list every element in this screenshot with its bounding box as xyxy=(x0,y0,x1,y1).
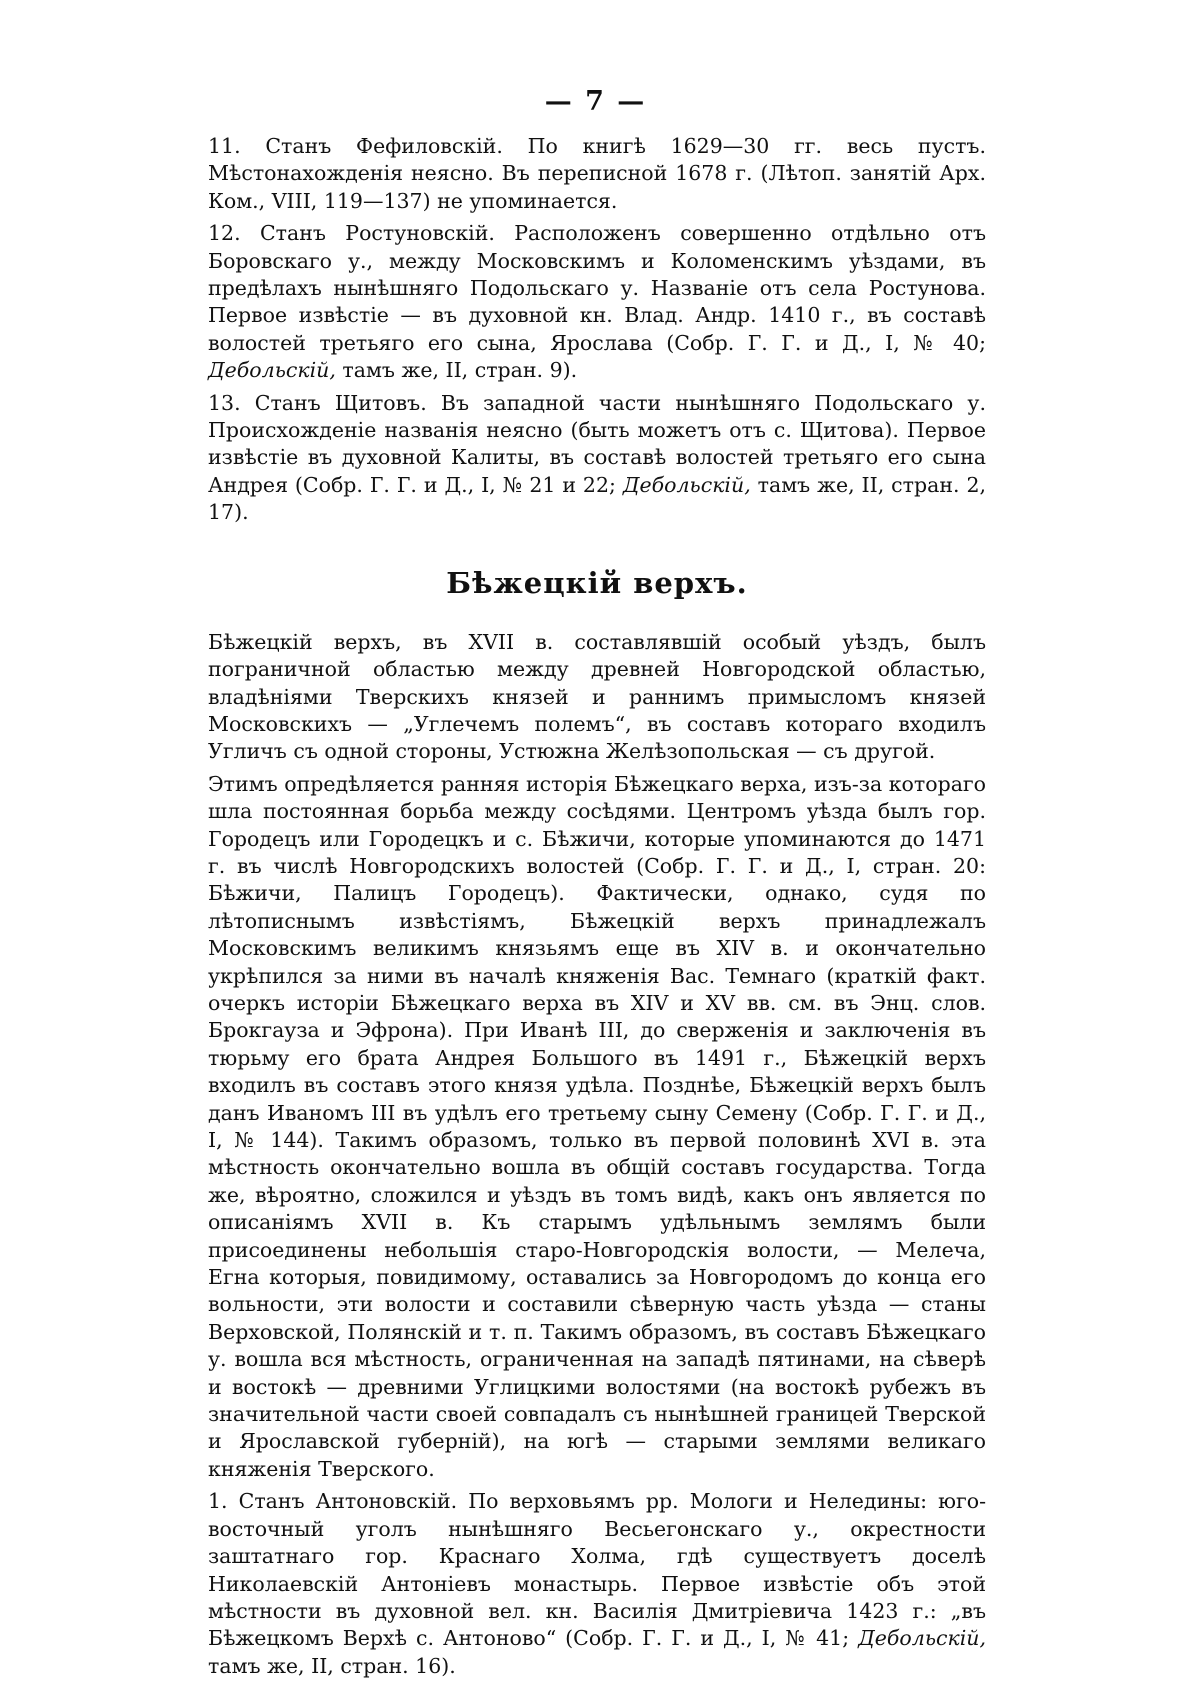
text-segment: 13. Станъ Щитовъ. Въ западной части нынѣшняго Подольскаго у. Происхожденіе названія неясно (быть можетъ отъ с. Щитова). Первое извѣстіе въ духовной Калиты, въ составѣ волостей третьяго его сына Андрея (Собр. Г. Г. и Д., I, № 21 и 22; xyxy=(208,390,986,497)
entries-top xyxy=(208,133,986,527)
paragraph-3 xyxy=(208,1488,986,1680)
text-column xyxy=(208,133,986,1685)
text-segment: тамъ же, II, стран. 16). xyxy=(208,1653,456,1678)
page-number: — 7 — xyxy=(544,86,647,117)
author-citation: Дебольскій, xyxy=(622,472,751,497)
text-segment: Этимъ опредѣляется ранняя исторія Бѣжецкаго верха, изъ-за котораго шла постоянная борьба между сосѣдями. Центромъ уѣзда былъ гор. Городецъ или Городецкъ и с. Бѣжичи, которые упоминаются до 1471 г. въ числѣ Новгородскихъ волостей (Собр. Г. Г. и Д., I, стран. 20: Бѣжичи, Палицъ Городецъ). Фактически, однако, судя по лѣтописнымъ извѣстіямъ, Бѣжецкій верхъ принадлежалъ Московскимъ великимъ князьямъ еще въ XIV в. и окончательно укрѣпился за ними въ началѣ княженія Вас. Темнаго (краткій факт. очеркъ исторіи Бѣжецкаго верха въ XIV и XV вв. см. въ Энц. слов. Брокгауза и Эфрона). При Иванѣ III, до сверженія и заключенія въ тюрьму его брата Андрея Большого въ 1491 г., Бѣжецкій верхъ входилъ въ составъ этого князя удѣла. Позднѣе, Бѣжецкій верхъ былъ данъ Иваномъ III въ удѣлъ его третьему сыну Семену (Собр. Г. Г. и Д., I, № 144). Такимъ образомъ, только въ первой половинѣ XVI в. эта мѣстность окончательно вошла въ общій составъ государства. Тогда же, вѣроятно, сложился и уѣздъ въ томъ видѣ, какъ онъ является по описаніямъ XVII в. Къ старымъ удѣльнымъ землямъ были присоединены небольшія старо-Новгородскія волости, — Мелеча, Егна которыя, повидимому, оставались за Новгородомъ до конца его вольности, эти волости и составили сѣверную часть уѣзда — станы Верховской, Полянскій и т. п. Такимъ образомъ, въ составъ Бѣжецкаго у. вошла вся мѣстность, ограниченная на западѣ пятинами, на сѣверѣ и востокѣ — древними Углицкими волостями (на востокѣ рубежъ въ значительной части своей совпадалъ съ нынѣшней границей Тверской и Ярославской губерній), на югѣ — старыми землями великаго княженія Тверского. xyxy=(208,771,986,1481)
author-citation: Дебольскій, xyxy=(858,1626,986,1651)
text-segment: тамъ же, II, стран. 2, 17). xyxy=(208,472,986,525)
entry-3 xyxy=(208,390,986,527)
entry-1 xyxy=(208,133,986,215)
text-segment: 12. Станъ Ростуновскій. Расположенъ совершенно отдѣльно отъ Боровскаго у., между Московскимъ и Коломенскимъ уѣздами, въ предѣлахъ нынѣшняго Подольскаго у. Названіе отъ села Ростунова. Первое извѣстіе — въ духовной кн. Влад. Андр. 1410 г., въ составѣ волостей третьяго его сына, Ярослава (Собр. Г. Г. и Д., I, № 40; xyxy=(208,221,986,355)
text-segment: Бѣжецкій верхъ, въ XVII в. составлявшій особый уѣздъ, былъ пограничной областью между древней Новгородской областью, владѣніями Тверскихъ князей и раннимъ примысломъ князей Московскихъ — „Углечемъ полемъ“, въ составъ котораго входилъ Угличъ съ одной стороны, Устюжна Желѣзопольская — съ другой. xyxy=(208,629,986,764)
section-body xyxy=(208,629,986,1680)
paragraph-1 xyxy=(208,629,986,766)
entry-2 xyxy=(208,220,986,384)
text-segment: 1. Станъ Антоновскій. По верховьямъ рр. Мологи и Неледины: юго-восточный уголъ нынѣшняго Весьегонскаго у., окрестности заштатнаго гор. Краснаго Холма, гдѣ существуетъ доселѣ Николаевскій Антоніевъ монастырь. Первое извѣстіе объ этой мѣстности въ духовной вел. кн. Василія Дмитріевича 1423 г.: „въ Бѣжецкомъ Верхѣ с. Антоново“ (Собр. Г. Г. и Д., I, № 41; xyxy=(208,1489,986,1651)
section-heading: Бѣжецкій верхъ. xyxy=(446,565,748,600)
text-segment: 11. Станъ Фефиловскій. По книгѣ 1629—30 гг. весь пустъ. Мѣстонахожденія неясно. Въ переписной 1678 г. (Лѣтоп. занятій Арх. Ком., VIII, 119—137) не упоминается. xyxy=(208,134,986,213)
paragraph-2 xyxy=(208,771,986,1484)
author-citation: Дебольскій, xyxy=(208,358,336,383)
text-segment: тамъ же, II, стран. 9). xyxy=(335,358,578,383)
